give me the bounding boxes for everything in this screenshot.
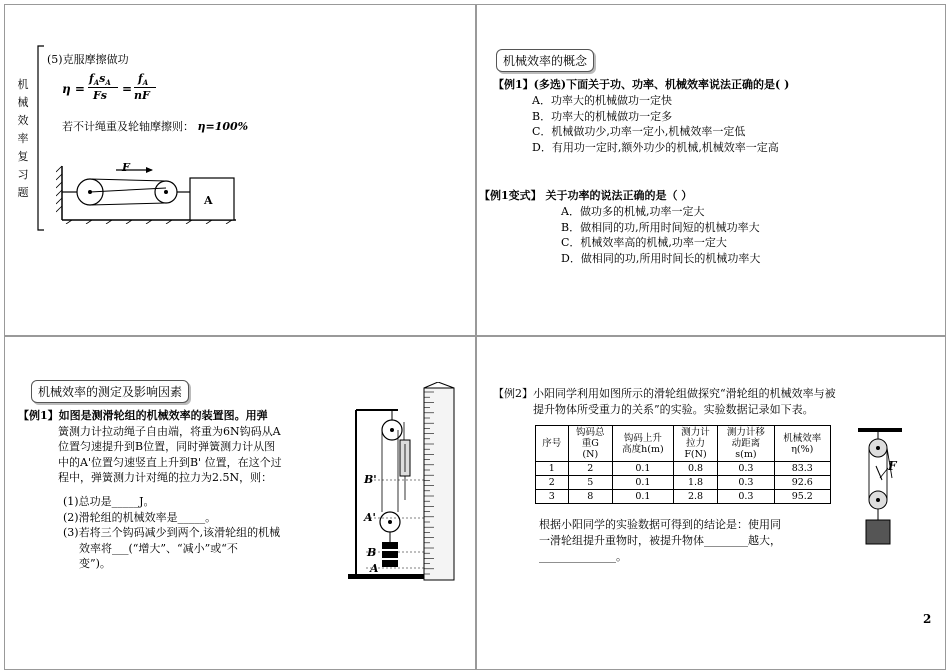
option-c: C．机械效率高的机械,功率一定大 xyxy=(561,236,727,249)
header-line: 测力计 xyxy=(681,427,710,438)
option-b: B．做相同的功,所用时间短的机械功率大 xyxy=(561,220,760,234)
sub-q2: (2)滑轮组的机械效率是_____。 xyxy=(63,510,217,524)
friction-pulley-figure xyxy=(56,158,240,224)
label-A-prime: A' xyxy=(364,511,376,524)
side-char: 习 xyxy=(17,168,29,181)
example1-variant-question: 【例1变式】 关于功率的说法正确的是（ ） xyxy=(479,189,693,202)
table-cell: 3 xyxy=(536,490,569,504)
example2-text xyxy=(493,386,836,417)
formula-eta: η = xyxy=(62,82,85,96)
example2-line2: 提升物体所受重力的关系”的实验。实验数据记录如下表。 xyxy=(533,402,814,416)
num1-f-sub: A xyxy=(93,78,100,88)
table-header-cell xyxy=(536,426,569,462)
table-header-cell xyxy=(718,426,774,462)
sub-q3-cont: 效率将___(“增大”、“减小”或“不 xyxy=(79,541,238,555)
table-header-cell xyxy=(613,426,674,462)
table-cell: 0.1 xyxy=(613,462,674,476)
conclusion-line2: 一滑轮组提升重物时，被提升物体________越大， xyxy=(539,534,781,547)
table-cell: 1 xyxy=(536,462,569,476)
option-a: A．做功多的机械,功率一定大 xyxy=(561,205,705,218)
header-line: 高度h(m) xyxy=(622,443,664,455)
num1-s-sub: A xyxy=(105,78,111,88)
header-line: 测力计移 xyxy=(726,427,765,438)
conclusion-line1: 根据小阳同学的实验数据可得到的结论是：使用同 xyxy=(539,518,781,531)
table-header-cell xyxy=(673,426,717,462)
data-table xyxy=(535,425,831,504)
note-text: 若不计绳重及轮轴摩擦则： xyxy=(62,120,194,133)
formula-den1: Fs xyxy=(93,89,108,102)
side-char: 机 xyxy=(17,78,29,91)
example1-variant-options xyxy=(561,204,760,266)
option-c: C．机械做功少,功率一定小,机械效率一定低 xyxy=(532,125,746,138)
note-eta: η=100% xyxy=(197,120,249,133)
fraction-bar-1 xyxy=(88,87,118,88)
label-A: A xyxy=(370,562,379,575)
table-cell: 0.1 xyxy=(613,476,674,490)
table-cell: 1.8 xyxy=(673,476,717,490)
table-cell: 5 xyxy=(568,476,612,490)
example2-line1: 【例2】小阳同学利用如图所示的滑轮组做探究“滑轮组的机械效率与被 xyxy=(493,387,836,400)
formula-den2: nF xyxy=(134,89,150,102)
example1-text xyxy=(18,408,282,486)
label-B: B xyxy=(367,546,377,559)
header-line: F(N) xyxy=(684,449,707,460)
side-char: 率 xyxy=(17,132,29,145)
side-char: 械 xyxy=(17,96,29,109)
text-line: 【例1】如图是测滑轮组的机械效率的装置图。用弹 xyxy=(18,409,268,422)
example1-options xyxy=(532,93,779,155)
option-d: D．做相同的功,所用时间长的机械功率大 xyxy=(561,251,761,265)
num1-s: s xyxy=(99,72,106,85)
table-cell: 0.3 xyxy=(718,462,774,476)
force-label-F: F xyxy=(122,161,130,174)
table-cell: 2 xyxy=(568,462,612,476)
fraction-bar-2 xyxy=(134,87,156,88)
formula-num2 xyxy=(138,72,148,87)
table-row xyxy=(536,490,831,504)
table-cell: 0.8 xyxy=(673,462,717,476)
sub-q3-cont: 变”)。 xyxy=(79,557,111,570)
section-title-measurement: 机械效率的测定及影响因素 xyxy=(31,380,189,403)
num2-f: f xyxy=(138,72,143,85)
text-line: 中的A'位置匀速竖直上升到B' 位置，在这个过 xyxy=(58,455,282,469)
header-line: 钩码总 xyxy=(576,427,605,438)
conclusion-text xyxy=(539,517,781,565)
table-cell: 8 xyxy=(568,490,612,504)
text-line: 位置匀速提升到B位置，同时弹簧测力计从图 xyxy=(58,440,276,453)
sub-questions xyxy=(63,494,280,572)
pulley-ruler-figure xyxy=(346,382,456,582)
header-line: s(m) xyxy=(735,449,757,460)
force-label-F-right: F xyxy=(888,459,897,473)
header-line: 钩码上升 xyxy=(623,432,662,444)
header-line: 序号 xyxy=(542,438,562,449)
table-cell: 0.1 xyxy=(613,490,674,504)
num2-f-sub: A xyxy=(142,78,149,88)
table-cell: 2 xyxy=(536,476,569,490)
table-cell: 2.8 xyxy=(673,490,717,504)
option-a: A．功率大的机械做功一定快 xyxy=(532,94,672,107)
conclusion-line3: ______________。 xyxy=(539,550,627,563)
header-line: 机械效率 xyxy=(783,432,822,444)
table-cell: 95.2 xyxy=(774,490,830,504)
side-char: 题 xyxy=(17,186,29,199)
table-row xyxy=(536,462,831,476)
no-friction-note xyxy=(62,119,248,134)
side-label xyxy=(16,76,30,202)
section-title-concept: 机械效率的概念 xyxy=(496,49,594,72)
table-header-row xyxy=(536,426,831,462)
option-b: B．功率大的机械做功一定多 xyxy=(532,109,673,123)
left-brace xyxy=(34,44,46,234)
header-line: 重G xyxy=(581,438,599,449)
table-cell: 0.3 xyxy=(718,476,774,490)
table-cell: 92.6 xyxy=(774,476,830,490)
page-number: 2 xyxy=(923,612,932,626)
table-cell: 0.3 xyxy=(718,490,774,504)
item-5-title: (5)克服摩擦做功 xyxy=(47,53,129,66)
block-label-A: A xyxy=(204,194,213,207)
text-line: 程中，弹簧测力计对绳的拉力为2.5N，则： xyxy=(58,471,273,484)
sub-q1: (1)总功是_____J。 xyxy=(63,495,155,508)
table-header-cell xyxy=(568,426,612,462)
header-line: 拉力 xyxy=(686,438,706,449)
header-line: (N) xyxy=(582,449,599,460)
formula-num1 xyxy=(89,72,111,87)
table-row xyxy=(536,476,831,490)
label-B-prime: B' xyxy=(364,473,377,486)
option-d: D．有用功一定时,额外功少的机械,机械效率一定高 xyxy=(532,140,779,154)
table-cell: 83.3 xyxy=(774,462,830,476)
side-char: 效 xyxy=(17,114,29,127)
pulley-system-figure xyxy=(852,428,908,546)
header-line: 动距离 xyxy=(731,438,761,449)
num1-f: f xyxy=(89,72,94,85)
formula-eq: = xyxy=(122,82,133,96)
text-line: 簧测力计拉动绳子自由端，将重为6N钩码从A xyxy=(58,424,281,438)
table-header-cell xyxy=(774,426,830,462)
sub-q3: (3)若将三个钩码减少到两个,该滑轮组的机械 xyxy=(63,526,281,539)
example1-question: 【例1】(多选)下面关于功、功率、机械效率说法正确的是( ) xyxy=(493,78,790,91)
side-char: 复 xyxy=(17,150,29,163)
header-line: η(%) xyxy=(791,443,814,455)
